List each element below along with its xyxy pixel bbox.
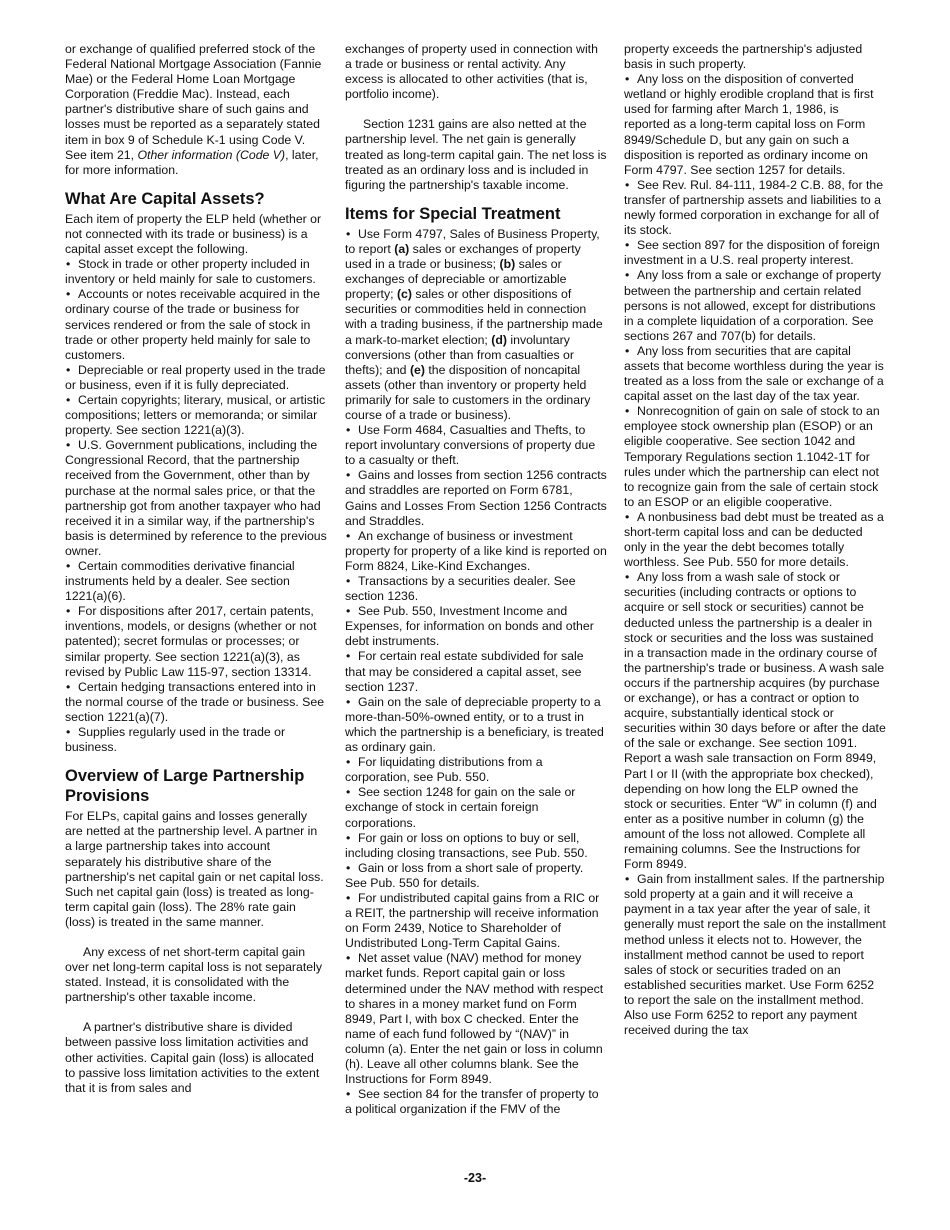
bullet-icon: • — [346, 226, 351, 241]
list-item-text: See section 84 for the transfer of property to a political organization if the FMV of the — [345, 1087, 599, 1117]
list-item-text: Certain hedging transactions entered into in the normal course of the trade or business. See section 1221(a)(7). — [65, 679, 325, 724]
bullet-icon: • — [346, 1087, 351, 1102]
bullet-icon: • — [66, 559, 71, 573]
paragraph-capital-assets: Each item of property the ELP held (whether or not connected with its trade or business) is a capital asset except the following. — [65, 211, 322, 257]
list-item-text: Certain commodities derivative financial instruments held by a dealer. See section 1221(a)(6). — [65, 559, 295, 604]
list-item — [65, 393, 327, 438]
bullet-icon: • — [346, 860, 351, 875]
list-item — [65, 725, 327, 755]
bullet-list-special-treatment — [345, 227, 607, 1118]
paragraph-excess: Any excess of net short-term capital gain over net long-term capital loss is not separately stated. Instead, it is consolidated with the partnership's other taxable income. — [65, 944, 322, 1005]
list-item-text: Accounts or notes receivable acquired in the ordinary course of the trade or business for services rendered or from the sale of stock in trade or other property held mainly for sale to customers. — [65, 287, 320, 362]
list-item — [345, 1087, 607, 1117]
bold-text: (b) — [499, 257, 516, 272]
page-number: -23- — [463, 1171, 487, 1185]
bold-text: (d) — [491, 332, 507, 347]
bullet-icon: • — [346, 951, 351, 966]
list-item — [65, 287, 327, 362]
bullet-icon: • — [346, 890, 351, 905]
text: sales or other dispositions of securities or commodities held in connection with a trading business, if the partnership made a mark-to-market election; — [345, 287, 603, 347]
bullet-icon: • — [625, 177, 630, 192]
bullet-icon: • — [625, 509, 630, 524]
list-item — [345, 574, 607, 604]
list-item — [624, 178, 886, 238]
paragraph-continued: exchanges of property used in connection with a trade or business or rental activity. Any excess is allocated to other activities (that is, portfolio income). — [345, 42, 598, 102]
list-item-text: Use Form 4684, Casualties and Thefts, to report involuntary conversions of property due to a casualty or theft. — [345, 423, 596, 468]
bold-text: (c) — [396, 287, 412, 302]
list-item — [345, 861, 607, 891]
list-item-text: Stock in trade or other property included in inventory or held mainly for sale to customers. — [65, 257, 316, 287]
list-item-text: For undistributed capital gains from a RIC or a REIT, the partnership will receive information on Form 2439, Notice to Shareholder of Undistributed Long-Term Capital Gains. — [345, 890, 600, 951]
list-item — [345, 831, 607, 861]
paragraph-share: A partner's distributive share is divided between passive loss limitation activities and other activities. Capital gain (loss) is allocated to passive loss limitation activities to the extent that it is from sales and — [65, 1020, 320, 1095]
list-item-text: Certain copyrights; literary, musical, or artistic compositions; letters or memoranda; or similar property. See section 1221(a)(3). — [65, 392, 326, 438]
bullet-icon: • — [625, 238, 630, 253]
list-item — [65, 363, 327, 393]
list-item — [65, 438, 327, 559]
text: Use Form 4797, Sales of Business Property, to report — [345, 226, 600, 256]
bullet-icon: • — [66, 362, 71, 377]
list-item-text: Gain or loss from a short sale of property. See Pub. 550 for details. — [345, 860, 584, 890]
list-item-text: See Pub. 550, Investment Income and Expenses, for information on bonds and other debt instruments. — [345, 604, 594, 649]
list-item-text: Gain on the sale of depreciable property to a more-than-50%-owned entity, or to a trust in which the partnership is a beneficiary, is treated as ordinary gain. — [345, 694, 604, 755]
list-item-text: For gain or loss on options to buy or sell, including closing transactions, see Pub. 550. — [345, 830, 588, 860]
bullet-icon: • — [346, 755, 351, 770]
bullet-icon: • — [66, 725, 71, 740]
bold-text: (e) — [409, 362, 425, 377]
heading-special-treatment: Items for Special Treatment — [345, 204, 561, 223]
column-3 — [624, 42, 886, 1038]
bullet-icon: • — [66, 287, 71, 302]
list-item-text: U.S. Government publications, including the Congressional Record, that the partnership received from the Government, other than by purchase at the normal sales price, or that the partnership got from another taxpayer who had received it in a similar way, if the partnership's basis is determined by reference to the previous owner. — [65, 438, 327, 558]
bullet-icon: • — [625, 404, 630, 419]
bullet-icon: • — [625, 268, 630, 283]
list-item — [65, 680, 327, 725]
list-item — [345, 604, 607, 649]
list-item-text: Net asset value (NAV) method for money market funds. Report capital gain or loss determined under the NAV method with respect to shares in a money market fund on Form 8949, Part I, with box C checked. Enter the name of each fund followed by “(NAV)” in column (a). Enter the net gain or loss in column (h). Leave all other columns blank. See the Instructions for Form 8949. — [345, 951, 604, 1087]
text: the disposition of noncapital assets (other than inventory or property held primarily for sale to customers in the ordinary course of a trade or business). — [345, 362, 591, 422]
text: sales or exchanges of depreciable or amortizable property; — [345, 257, 567, 302]
column-1 — [65, 42, 327, 1096]
bullet-icon: • — [66, 438, 71, 453]
bullet-icon: • — [66, 257, 71, 272]
text: , later, for more information. — [65, 147, 319, 177]
paragraph-continued: property exceeds the partnership's adjusted basis in such property. — [624, 42, 863, 72]
list-item — [65, 257, 327, 287]
list-item-text: An exchange of business or investment property for property of a like kind is reported on Form 8824, Like-Kind Exchanges. — [345, 528, 607, 573]
list-item — [345, 891, 607, 951]
list-item-text: Any loss on the disposition of converted wetland or highly erodible cropland that is first used for farming after March 1, 1986, is reported as a long-term capital loss on Form 8949/Schedule D, but any gain on such a disposition is reported as ordinary income on Form 4797. See section 1257 for details. — [624, 72, 874, 177]
bullet-icon: • — [346, 574, 351, 588]
list-item-text: See section 1248 for gain on the sale or exchange of stock in certain foreign corporations. — [345, 785, 576, 830]
list-item-text: A nonbusiness bad debt must be treated as a short-term capital loss and can be deducted only in the year the debt becomes totally worthless. See Pub. 550 for more details. — [624, 509, 884, 570]
list-item-text: Transactions by a securities dealer. See section 1236. — [345, 574, 576, 604]
list-item — [345, 423, 607, 468]
heading-capital-assets: What Are Capital Assets? — [65, 189, 265, 208]
list-item — [624, 268, 886, 343]
list-item — [624, 570, 886, 872]
column-2 — [345, 42, 607, 1117]
list-item — [65, 604, 327, 679]
list-item — [624, 872, 886, 1038]
list-item-text: Gains and losses from section 1256 contracts and straddles are reported on Form 6781, Gains and Losses From Section 1256 Contracts and Straddles. — [345, 468, 607, 528]
paragraph-overview: For ELPs, capital gains and losses generally are netted at the partnership level. A partner in a large partnership takes into account separately his distributive share of the partnership's net capital gain or net capital loss. Such net capital gain (loss) is treated as long-term capital gain (loss). The 28% rate gain (loss) is treated in the same manner. — [65, 809, 324, 929]
list-item — [624, 404, 886, 510]
list-item — [624, 344, 886, 404]
bullet-list-capital-assets — [65, 257, 327, 755]
text: or exchange of qualified preferred stock of the Federal National Mortgage Association (Fannie Mae) or the Federal Home Loan Mortgage Corporation (Freddie Mac). Instead, each partner's distributive share of such gains and losses must be reported as a separately stated item in box 9 of Schedule K-1 using Code V. See item 21, — [65, 42, 322, 162]
paragraph-section-1231: Section 1231 gains are also netted at the partnership level. The net gain is generally treated as long-term capital gain. The net loss is treated as an ordinary loss and is included in figuring the partnership's taxable income. — [345, 117, 607, 192]
list-item-text: Any loss from a wash sale of stock or securities (including contracts or options to acquire or sell stock or securities) cannot be deducted unless the partnership is a dealer in stock or securities and the loss was sustained in a transaction made in the ordinary course of the partnership's trade or business. A wash sale occurs if the partnership acquires (by purchase or exchange), or has a contract or option to acquire, substantially identical stock or securities within 30 days before or after the date of the sale or exchange. See section 1091. Report a wash sale transaction on Form 8949, Part I or II (with the appropriate box checked), depending on how long the ELP owned the stock or securities. Enter “W” in column (f) and enter as a positive number in column (g) the amount of the loss not allowed. Complete all remaining columns. See the Instructions for Form 8949. — [624, 570, 886, 872]
list-item-text: See section 897 for the disposition of foreign investment in a U.S. real property interest. — [624, 238, 880, 268]
bullet-icon: • — [625, 343, 630, 358]
italic-text: Other information (Code V) — [137, 147, 286, 162]
list-item-text: For certain real estate subdivided for sale that may be considered a capital asset, see section 1237. — [345, 649, 584, 694]
list-item-text: Gain from installment sales. If the partnership sold property at a gain and it will receive a payment in a tax year after the year of sale, it generally must report the sale on the installment method unless it elects not to. However, the installment method cannot be used to report sales of stock or securities traded on an established securities market. Use Form 6252 to report the sale on the installment method. Also use Form 6252 to report any payment received during the tax — [624, 872, 886, 1038]
list-item — [345, 785, 607, 830]
bullet-icon: • — [346, 785, 351, 800]
bullet-icon: • — [346, 604, 351, 619]
bullet-icon: • — [346, 423, 351, 438]
list-item — [345, 951, 607, 1087]
list-item — [345, 649, 607, 694]
bullet-icon: • — [66, 679, 71, 694]
bullet-icon: • — [346, 528, 351, 543]
bullet-icon: • — [625, 72, 630, 87]
bullet-icon: • — [346, 468, 351, 483]
bullet-icon: • — [346, 649, 351, 664]
bullet-icon: • — [346, 694, 351, 709]
heading-overview: Overview of Large Partnership Provisions — [65, 767, 305, 806]
list-item — [65, 559, 327, 604]
list-item-text: Depreciable or real property used in the trade or business, even if it is fully depreciated. — [65, 362, 326, 392]
bullet-icon: • — [66, 392, 71, 407]
list-item — [624, 72, 886, 178]
bullet-list-continued — [624, 72, 886, 1038]
list-item — [345, 468, 607, 528]
paragraph-intro — [65, 42, 327, 178]
list-item — [345, 529, 607, 574]
list-item-text: For liquidating distributions from a corporation, see Pub. 550. — [345, 755, 543, 785]
list-item-text: Nonrecognition of gain on sale of stock to an employee stock ownership plan (ESOP) or an eligible cooperative. See section 1042 and Temporary Regulations section 1.1042-1T for rules under which the partnership can elect not to recognize gain from the sale of certain stock to an ESOP or an eligible cooperative. — [624, 404, 880, 509]
bullet-icon: • — [625, 872, 630, 887]
bullet-icon: • — [66, 604, 71, 619]
list-item-text: Any loss from securities that are capital assets that become worthless during the year is treated as a loss from the sale or exchange of a capital asset on the last day of the tax year. — [624, 343, 884, 404]
list-item — [624, 510, 886, 570]
bullet-icon: • — [625, 570, 630, 585]
text: sales or exchanges of property used in a trade or business; — [345, 241, 581, 272]
list-item — [624, 238, 886, 268]
list-item-text: Supplies regularly used in the trade or business. — [65, 725, 286, 755]
bold-text: (a) — [394, 241, 410, 256]
list-item — [345, 227, 607, 423]
list-item-text: See Rev. Rul. 84-111, 1984-2 C.B. 88, for the transfer of partnership assets and liabilities to a newly formed corporation in exchange for all of its stock. — [624, 177, 884, 238]
text: involuntary conversions (other than from casualties or thefts); and — [345, 332, 574, 377]
list-item — [345, 755, 607, 785]
list-item-text: Any loss from a sale or exchange of property between the partnership and certain related persons is not allowed, except for distributions in a complete liquidation of a corporation. See sections 267 and 707(b) for details. — [624, 268, 882, 343]
list-item-text: For dispositions after 2017, certain patents, inventions, models, or designs (whether or not patented); secret formulas or processes; or similar property. See section 1221(a)(3), as revised by Public Law 115-97, section 13314. — [65, 604, 317, 679]
bullet-icon: • — [346, 830, 351, 845]
list-item — [345, 695, 607, 755]
